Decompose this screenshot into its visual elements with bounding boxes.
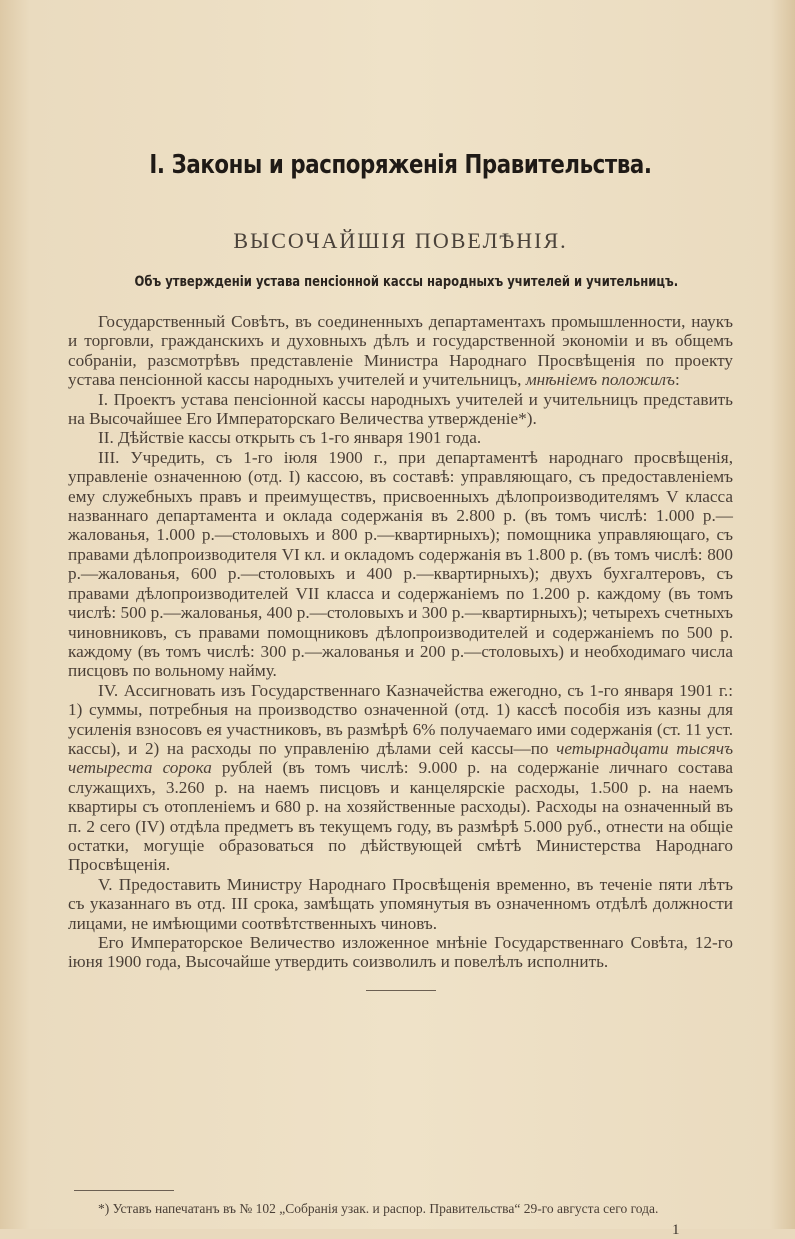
paragraph-text: V. Предоставить Министру Народнаго Просвѣщенія временно, въ теченіе пяти лѣтъ съ указаннаго въ отд. III срока, замѣщать упомянутыя въ означенномъ отдѣлѣ должности лицами, не имѣющими соотвѣтственныхъ чиновъ. [68, 874, 733, 933]
body-text [68, 312, 733, 972]
paragraph-emphasis: четырнадцати тысячъ четыреста сорока [68, 738, 733, 778]
end-rule [366, 990, 436, 991]
sub-title: ВЫСОЧАЙШІЯ ПОВЕЛѢНІЯ. [233, 228, 568, 253]
paragraph-emphasis: мнѣніемъ положилъ [525, 370, 675, 390]
paragraph [68, 681, 733, 875]
paragraph-text: III. Учредить, съ 1-го іюля 1900 г., при департаментѣ народнаго просвѣщенія, управленіе означенною (отд. I) кассою, въ составѣ: управляющаго, съ предоставленіемъ ему служебныхъ правъ и преимуществъ, присвоенныхъ дѣлопроизводителямъ V класса названнаго департамента и оклада содержанія въ 2.800 р. (въ томъ числѣ: 1.000 р.—жалованья, 1.000 р.—столовыхъ и 800 р.—квартирныхъ); помощника управляющаго, съ правами дѣлопроизводителя VI кл. и окладомъ содержанія въ 1.800 р. (въ томъ числѣ: 800 р.—жалованья, 600 р.—столовыхъ и 400 р.—квартирныхъ); двухъ бухгалтеровъ, съ правами дѣлопроизводителей VII класса и содержаніемъ по 1.200 р. каждому (въ томъ числѣ: 500 р.—жалованья, 400 р.—столовыхъ и 300 р.—квартирныхъ); четырехъ счетныхъ чиновниковъ, съ правами помощниковъ дѣлопроизводителей и содержаніемъ по 500 р. каждому (въ томъ числѣ: 300 р.—жалованья и 200 р.—столовыхъ) и необходимаго числа писцовъ по вольному найму. [68, 447, 733, 681]
paragraph [68, 933, 733, 972]
footnote [68, 1200, 733, 1217]
paragraph-text: IV. Ассигновать изъ Государственнаго Казначейства ежегодно, съ 1-го января 1901 г.: 1) суммы, потребныя на производство означенной (отд. 1) кассѣ пособія изъ казны для усиленія взносовъ ея участниковъ, въ размѣрѣ 6% получаемаго ими содержанія (ст. 11 уст. кассы), и 2) на расходы по управленію дѣлами сей кассы—по [68, 680, 733, 758]
content [68, 150, 733, 991]
decree-title: Объ утвержденіи устава пенсіонной кассы народныхъ учителей и учительницъ. [134, 274, 679, 290]
paragraph-text: II. Дѣйствіе кассы открыть съ 1-го января 1901 года. [98, 428, 482, 448]
footnote-rule [74, 1190, 174, 1191]
section-title: I. Законы и распоряженія Правительства. [149, 150, 652, 180]
paragraph [68, 428, 733, 447]
paragraph [68, 448, 733, 681]
footnote-text: *) Уставъ напечатанъ въ № 102 „Собранія узак. и распор. Правительства“ 29-го августа сего года. [98, 1201, 659, 1216]
paragraph-text-after: рублей (въ томъ числѣ: 9.000 р. на содержаніе личнаго состава служащихъ, 3.260 р. на наемъ писцовъ и канцелярскіе расходы, 1.500 р. на наемъ квартиры съ отопленіемъ и 680 р. на хозяйственные расходы). Расходы на означенный въ п. 2 сего (IV) отдѣла предметъ въ текущемъ году, въ размѣрѣ 5.000 руб., отнести на общіе остатки, могущіе образоваться по дѣйствующей смѣтѣ Министерства Народнаго Просвѣщенія. [68, 758, 733, 875]
paragraph [68, 875, 733, 933]
page-number: 1 [672, 1222, 680, 1238]
paragraph-text: Государственный Совѣтъ, въ соединенныхъ департаментахъ промышленности, наукъ и торговли, гражданскихъ и духовныхъ дѣлъ и государственной экономіи и въ общемъ собраніи, разсмотрѣвъ представленіе Министра Народнаго Просвѣщенія по проекту устава пенсіонной кассы народныхъ учителей и учительницъ, [68, 312, 733, 390]
paragraph [68, 390, 733, 429]
paragraph-text: I. Проектъ устава пенсіонной кассы народныхъ учителей и учительницъ представить на Высочайшее Его Императорскаго Величества утвержденіе*). [68, 389, 733, 429]
paragraph [68, 312, 733, 390]
paragraph-text-after: : [674, 370, 680, 390]
paragraph-text: Его Императорское Величество изложенное мнѣніе Государственнаго Совѣта, 12-го іюня 1900 года, Высочайше утвердить соизволилъ и повелѣлъ исполнить. [68, 933, 733, 972]
